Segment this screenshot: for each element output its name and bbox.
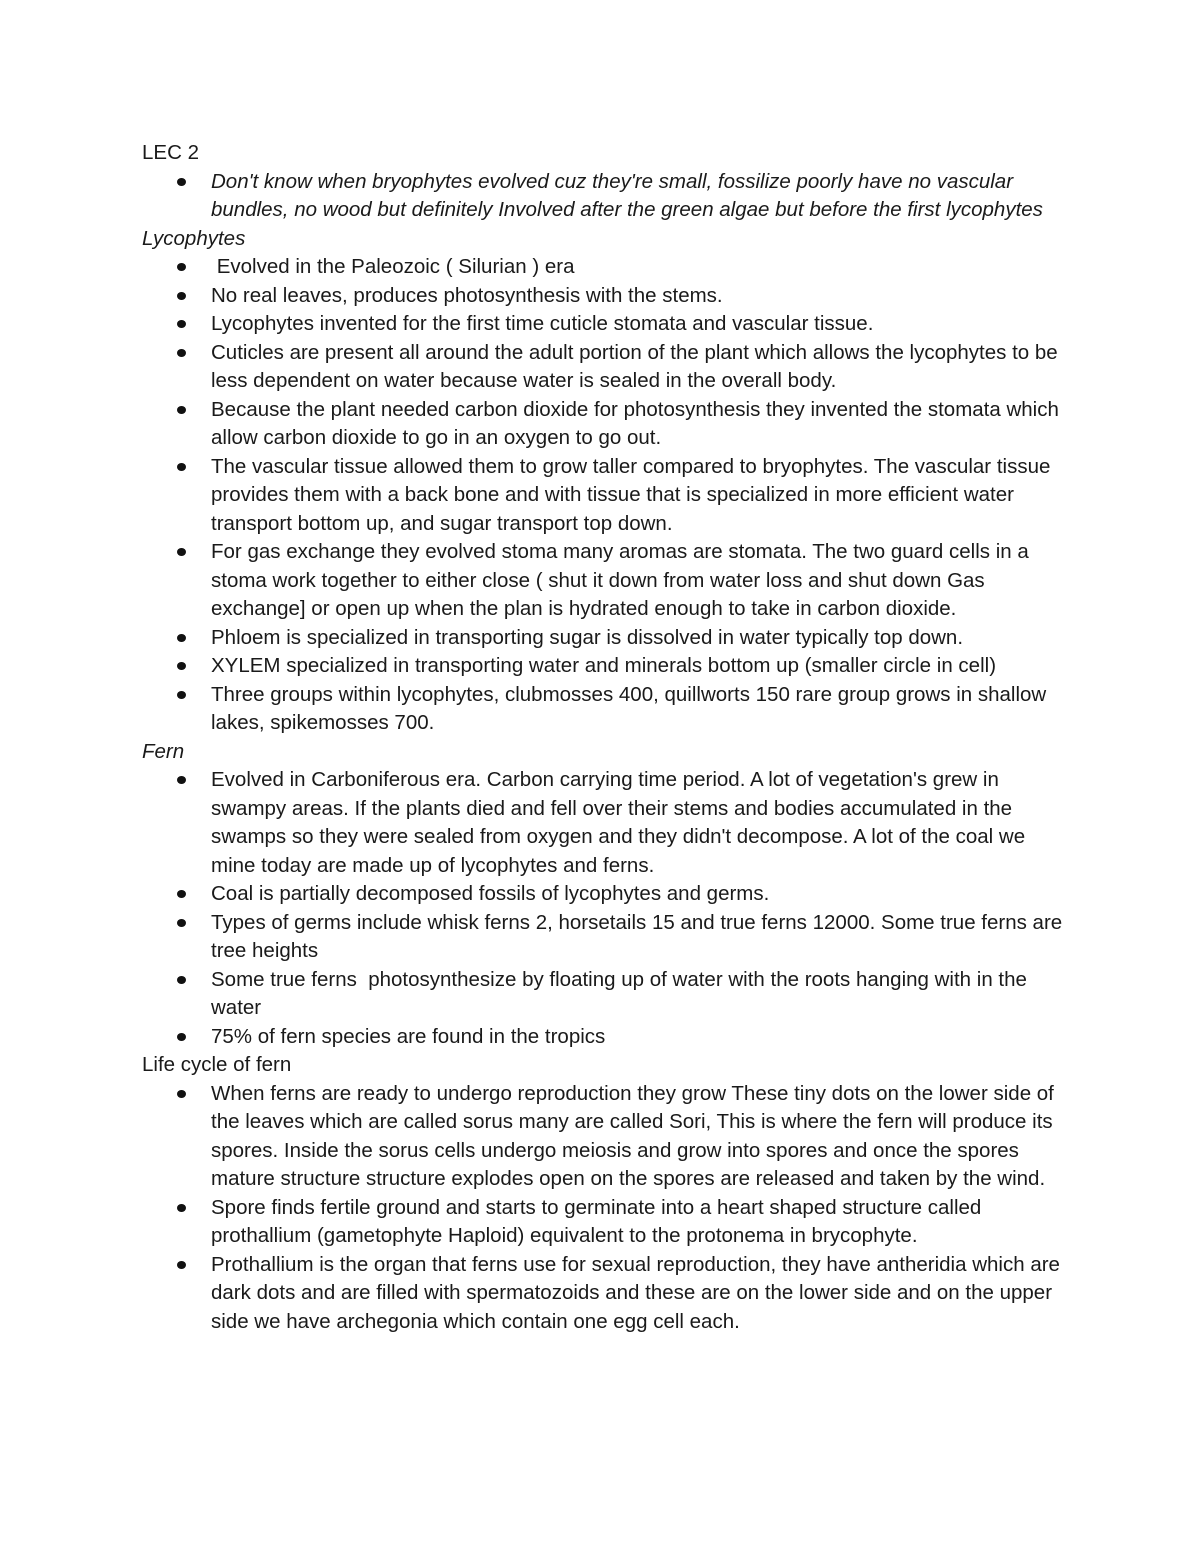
bullet-icon [177, 919, 186, 927]
list-item: Evolved in Carboniferous era. Carbon carrying time period. A lot of vegetation's grew in swampy areas. If the plants died and fell over their stems and bodies accumulated in the swamps so they were sealed from oxygen and they didn't decompose. A lot of the coal we mine today are made up of lycophytes and ferns. [211, 766, 1072, 880]
list-item: For gas exchange they evolved stoma many aromas are stomata. The two guard cells in a stoma work together to either close ( shut it down from water loss and shut down Gas exchange] or open up when the plan is hydrated enough to take in carbon dioxide. [211, 538, 1072, 624]
section-title-life-cycle: Life cycle of fern [142, 1053, 292, 1076]
bullet-icon [177, 776, 186, 784]
bullet-icon [177, 662, 186, 670]
list-item: Because the plant needed carbon dioxide for photosynthesis they invented the stomata which allow carbon dioxide to go in an oxygen to go out. [211, 396, 1072, 453]
life-cycle-list [142, 1080, 1072, 1337]
bullet-icon [177, 320, 186, 328]
bullet-icon [177, 548, 186, 556]
bullet-icon [177, 463, 186, 471]
bullet-icon [177, 263, 186, 271]
bullet-icon [177, 1090, 186, 1098]
bullet-icon [177, 292, 186, 300]
list-item: XYLEM specialized in transporting water and minerals bottom up (smaller circle in cell) [211, 652, 1072, 681]
bullet-icon [177, 890, 186, 898]
bullet-icon [177, 634, 186, 642]
list-item: No real leaves, produces photosynthesis with the stems. [211, 282, 1072, 311]
bullet-icon [177, 976, 186, 984]
lecture-title: LEC 2 [142, 141, 199, 164]
bullet-icon [177, 1204, 186, 1212]
bullet-icon [177, 1261, 186, 1269]
list-item: Three groups within lycophytes, clubmosses 400, quillworts 150 rare group grows in shallow lakes, spikemosses 700. [211, 681, 1072, 738]
list-item: When ferns are ready to undergo reproduction they grow These tiny dots on the lower side of the leaves which are called sorus many are called Sori, This is where the fern will produce its spores. Inside the sorus cells undergo meiosis and grow into spores and once the spores mature structure structure explodes open on the spores are released and taken by the wind. [211, 1080, 1072, 1194]
document-page [142, 139, 1072, 1336]
lycophytes-list [142, 253, 1072, 738]
list-item: Cuticles are present all around the adult portion of the plant which allows the lycophytes to be less dependent on water because water is sealed in the overall body. [211, 339, 1072, 396]
list-item: Don't know when bryophytes evolved cuz they're small, fossilize poorly have no vascular bundles, no wood but definitely Involved after the green algae but before the first lycophytes [211, 168, 1072, 225]
list-item: 75% of fern species are found in the tropics [211, 1023, 1072, 1052]
bullet-icon [177, 1033, 186, 1041]
bullet-icon [177, 178, 186, 186]
list-item: Lycophytes invented for the first time cuticle stomata and vascular tissue. [211, 310, 1072, 339]
list-item: Some true ferns photosynthesize by floating up of water with the roots hanging with in the water [211, 966, 1072, 1023]
fern-list [142, 766, 1072, 1051]
list-item: Prothallium is the organ that ferns use for sexual reproduction, they have antheridia which are dark dots and are filled with spermatozoids and these are on the lower side and on the upper side we have archegonia which contain one egg cell each. [211, 1251, 1072, 1337]
section-title-fern: Fern [142, 739, 185, 763]
bullet-icon [177, 691, 186, 699]
list-item: Phloem is specialized in transporting sugar is dissolved in water typically top down. [211, 624, 1072, 653]
list-item: Spore finds fertile ground and starts to germinate into a heart shaped structure called prothallium (gametophyte Haploid) equivalent to the protonema in brycophyte. [211, 1194, 1072, 1251]
list-item: The vascular tissue allowed them to grow taller compared to bryophytes. The vascular tissue provides them with a back bone and with tissue that is specialized in more efficient water transport bottom up, and sugar transport top down. [211, 453, 1072, 539]
bullet-icon [177, 349, 186, 357]
intro-list [142, 168, 1072, 225]
section-title-lycophytes: Lycophytes [142, 226, 246, 250]
list-item: Types of germs include whisk ferns 2, horsetails 15 and true ferns 12000. Some true ferns are tree heights [211, 909, 1072, 966]
list-item: Coal is partially decomposed fossils of lycophytes and germs. [211, 880, 1072, 909]
bullet-icon [177, 406, 186, 414]
list-item: Evolved in the Paleozoic ( Silurian ) era [211, 253, 1072, 282]
